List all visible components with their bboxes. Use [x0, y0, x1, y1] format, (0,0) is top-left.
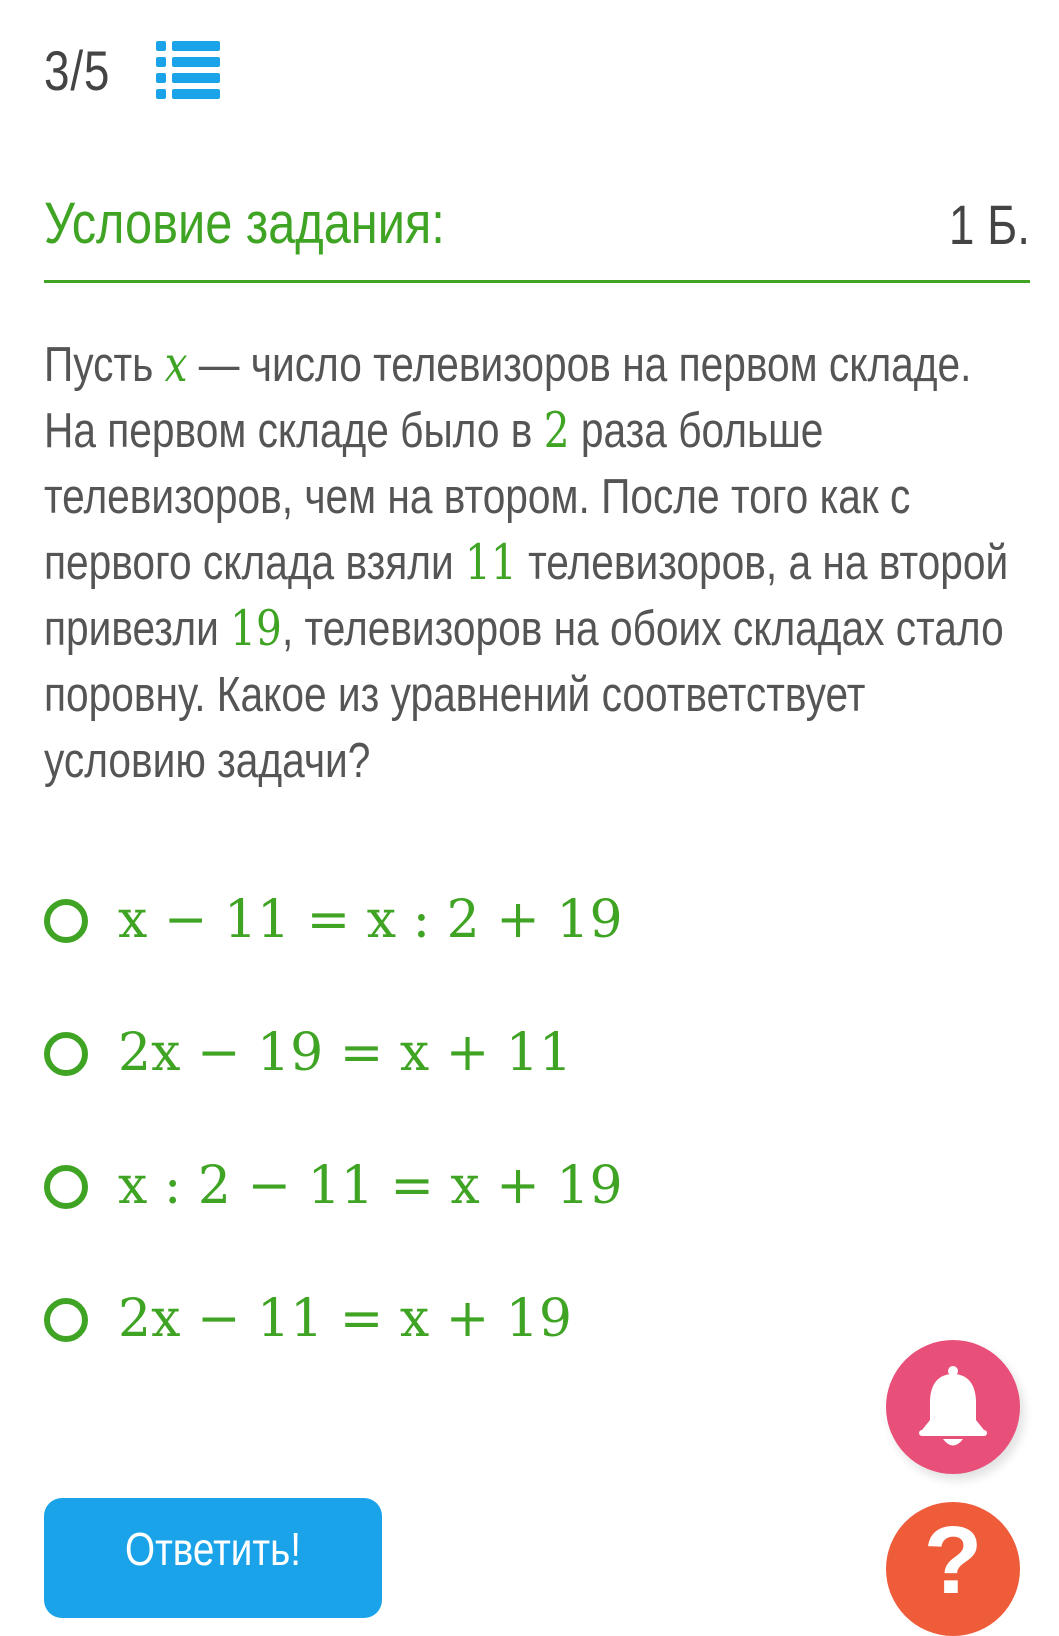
radio-button[interactable]: [44, 1298, 88, 1342]
bell-icon: [913, 1362, 993, 1452]
answer-option[interactable]: [44, 1284, 844, 1417]
option-formula: 2x − 11 = x + 19: [118, 1289, 572, 1349]
math-number: 11: [465, 534, 517, 591]
answer-options: [44, 885, 844, 1417]
question-counter-text: 3/5: [44, 38, 111, 102]
task-points: 1 Б.: [948, 193, 1030, 256]
notification-button[interactable]: [886, 1340, 1020, 1474]
question-text-part: — число телевизоров на первом складе. На первом складе было в: [44, 338, 972, 458]
option-formula: 2x − 19 = x + 11: [118, 1023, 572, 1083]
help-button[interactable]: [886, 1502, 1020, 1636]
math-variable: x: [164, 336, 188, 393]
radio-button[interactable]: [44, 899, 88, 943]
question-text-part: , телевизоров на обоих складах стало поровну. Какое из уравнений соответствует условию задачи?: [44, 602, 1004, 788]
answer-option[interactable]: [44, 1018, 844, 1151]
question-mark-icon: ?: [923, 1507, 983, 1614]
question-text: [44, 332, 1032, 794]
answer-button[interactable]: [44, 1498, 382, 1618]
question-text-part: Пусть: [44, 338, 165, 392]
radio-button[interactable]: [44, 1165, 88, 1209]
option-formula: x : 2 − 11 = x + 19: [118, 1156, 623, 1216]
question-counter: [44, 30, 220, 110]
math-number: 19: [230, 600, 282, 657]
question-text-part: телевизоров, а на второй привезли: [44, 536, 1009, 656]
task-title: Условие задания:: [44, 191, 445, 256]
answer-option[interactable]: [44, 885, 844, 1018]
option-formula: x − 11 = x : 2 + 19: [118, 890, 623, 950]
question-text-part: раза больше телевизоров, чем на втором. После того как с первого склада взяли: [44, 404, 911, 590]
answer-option[interactable]: [44, 1151, 844, 1284]
list-icon[interactable]: [156, 41, 220, 99]
math-number: 2: [543, 402, 570, 459]
radio-button[interactable]: [44, 1032, 88, 1076]
task-header: [44, 190, 1030, 283]
answer-button-label: Ответить!: [125, 1523, 301, 1575]
